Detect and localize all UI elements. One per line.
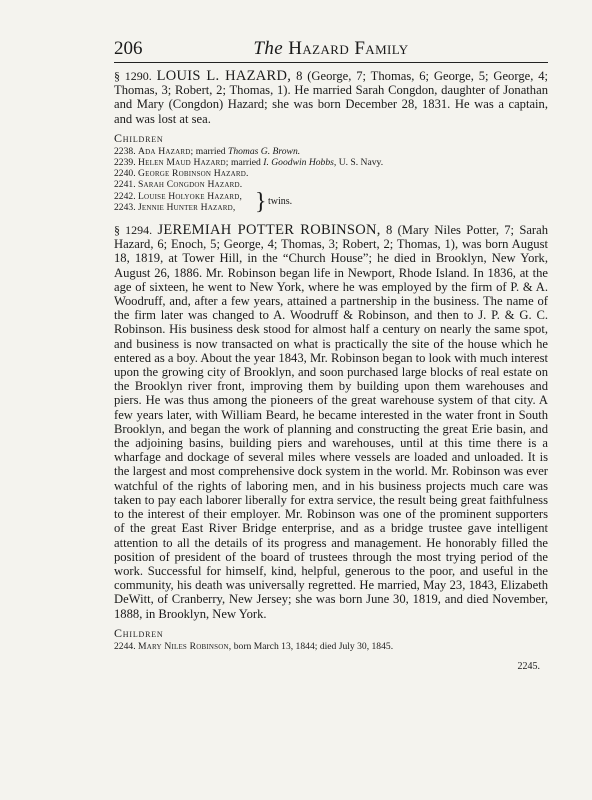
child-spouse: I. Goodwin Hobbs, xyxy=(263,157,337,169)
child-number: 2238. xyxy=(114,145,136,157)
catchword: 2245. xyxy=(517,660,540,672)
running-title-family: Hazard Family xyxy=(288,38,409,59)
entry-number: § 1294. xyxy=(114,223,153,238)
twins-brace: } xyxy=(255,188,267,215)
child-number: 2239. xyxy=(114,157,136,169)
child-number: 2241. xyxy=(114,179,136,191)
entry-1290 xyxy=(114,69,548,126)
running-title xyxy=(114,38,548,60)
child-item xyxy=(114,146,548,157)
child-note: born March 13, 1844; died July 30, 1845. xyxy=(233,640,394,652)
book-page xyxy=(114,40,548,672)
child-note: married xyxy=(231,157,261,169)
children-heading: Children xyxy=(114,130,164,145)
child-item xyxy=(114,157,548,168)
child-name: Sarah Congdon Hazard. xyxy=(138,179,243,191)
child-name: Louise Holyoke Hazard, xyxy=(138,190,243,202)
child-name: George Robinson Hazard. xyxy=(138,168,249,180)
child-item xyxy=(114,191,548,202)
twins-label: twins. xyxy=(268,195,293,207)
child-note: married xyxy=(195,145,226,157)
child-item xyxy=(114,179,548,190)
child-item xyxy=(114,641,548,652)
child-name: Mary Niles Robinson, xyxy=(138,640,232,652)
child-number: 2243. xyxy=(114,201,136,213)
entry-text: 8 (George, 7; Thomas, 6; George, 5; George, 4; Thomas, 3; Robert, 2; Thomas, 1). He married Sarah Congdon, daughter of Jonathan and Mary (Congdon) Hazard; she was born December 28, 1831. He was a captain, and was lost at sea. xyxy=(114,69,549,126)
running-title-the: The xyxy=(253,38,284,59)
page-number: 206 xyxy=(114,38,143,59)
child-item xyxy=(114,168,548,179)
child-number: 2242. xyxy=(114,190,136,202)
page-header xyxy=(114,40,548,63)
child-number: 2244. xyxy=(114,640,136,652)
child-number: 2240. xyxy=(114,168,136,180)
twins-group xyxy=(114,188,548,215)
child-item xyxy=(114,202,548,213)
entry-text: 8 (Mary Niles Potter, 7; Sarah Hazard, 6; Enoch, 5; George, 4; Thomas, 3; Robert, 2; Thomas, 1), was born August 18, 1819, at Tower Hill, in the “Church House”; he died in Brooklyn, New York, August 26, 1886. Mr. Robinson began life in Newport, Rhode Island. In 1836, at the age of sixteen, he went to New York, where he was employed by the firm of P. & A. Woodruff, and, after a few years, attained a partnership in the business. The name of the firm later was changed to A. Woodruff & Robinson, and then to J. P. & G. C. Robinson. His business desk stood for almost half a century on nearly the same spot, and business is now transacted on what is practically the site of the house which he entered as a boy. About the year 1843, Mr. Robinson began to look with much interest upon the growing city of Brooklyn, and soon purchased large blocks of real estate on the Brooklyn river front, improving them by building upon them warehouses and piers. He was thus among the pioneers of the great warehouse system of that city. A few years later, with William Beard, he became interested in the water front in South Brooklyn, and began the work of planning and constructing the great Erie basin, and the adjoining basins, building piers and warehouses, until at this time there is a wharfage and dockage of several miles where vessels are loaded and unloaded. It is the largest and most comprehensive dock system in the world. Mr. Robinson was ever watchful of the rights of laboring men, and in his business projects much care was taken to pay each laborer liberally for extra service, the result being great faithfulness to the interest of their employer. Mr. Robinson was one of the prominent supporters of the great East River Bridge enterprise, and as a bridge trustee gave intelligent attention to all the details of its progress and management. He honorably filled the position of president of the board of trustees through the most trying period of the work. Successful for himself, kind, helpful, generous to the poor, and useful in the community, his death was universally regretted. He married, May 23, 1843, Elizabeth DeWitt, of Cranberry, New Jersey; she was born June 30, 1819, and died November, 1888, in Brooklyn, New York. xyxy=(114,223,549,621)
children-list xyxy=(114,146,548,213)
entry-number: § 1290. xyxy=(114,69,152,83)
children-list xyxy=(114,641,548,652)
entry-name: JEREMIAH POTTER ROBINSON, xyxy=(157,222,381,239)
child-name: Ada Hazard; xyxy=(138,145,194,157)
child-spouse: Thomas G. Brown. xyxy=(228,145,301,157)
child-name: Helen Maud Hazard; xyxy=(138,157,229,169)
entry-name: LOUIS L. HAZARD, xyxy=(156,68,292,84)
child-name: Jennie Hunter Hazard, xyxy=(138,201,236,213)
children-heading: Children xyxy=(114,625,164,640)
entry-1294 xyxy=(114,223,548,621)
child-note-after: U. S. Navy. xyxy=(338,157,384,169)
